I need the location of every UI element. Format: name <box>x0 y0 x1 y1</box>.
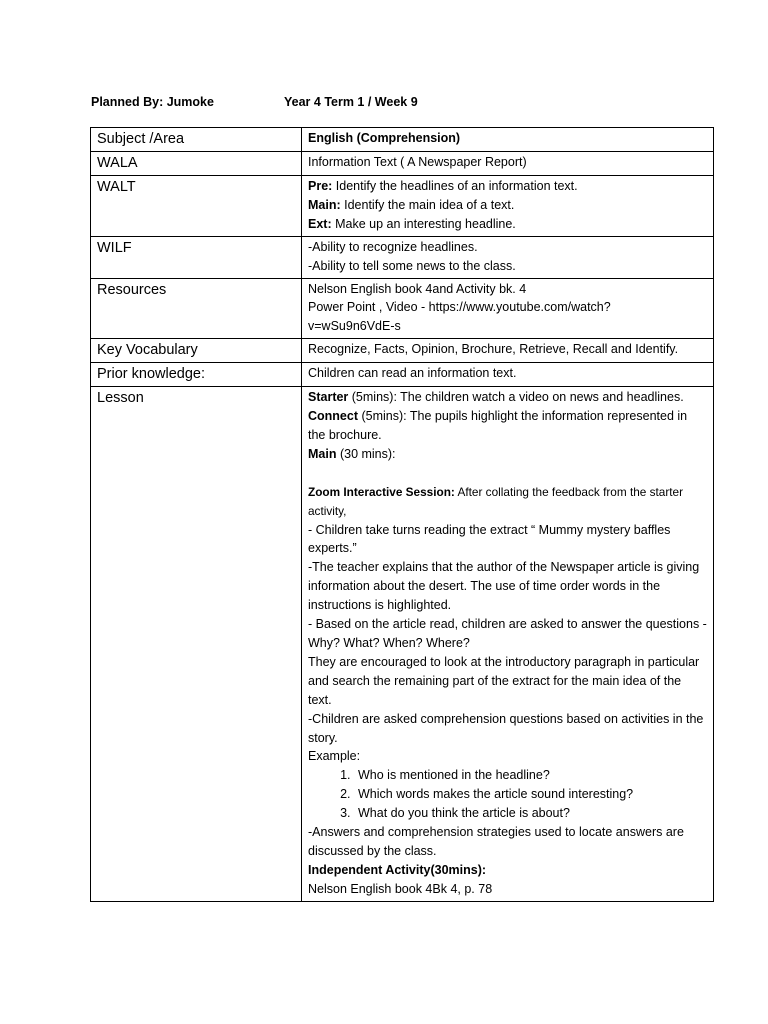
independent-text: (30mins): <box>430 862 487 877</box>
lesson-label: Lesson <box>91 387 302 901</box>
connect-text: (5mins): The pupils highlight the information represented in the brochure. <box>308 409 688 443</box>
resources-line: Nelson English book 4and Activity bk. 4 <box>308 281 527 296</box>
walt-main <box>308 196 707 215</box>
resources-video-link[interactable]: Power Point , Video - https://www.youtube.com/watch? <box>308 300 611 315</box>
wilf-label: WILF <box>91 236 302 278</box>
term-week: Year 4 Term 1 / Week 9 <box>284 95 418 109</box>
row-wilf <box>91 236 714 278</box>
subject-value: English (Comprehension) <box>302 128 714 152</box>
row-vocabulary <box>91 339 714 363</box>
main-text: (30 mins): <box>336 446 396 461</box>
lesson-zoom <box>308 483 707 521</box>
lesson-independent <box>308 861 707 880</box>
vocabulary-label: Key Vocabulary <box>91 339 302 363</box>
walt-ext-text: Make up an interesting headline. <box>331 216 516 231</box>
lesson-paragraph: -Children are asked comprehension questions based on activities in the story. <box>308 711 704 745</box>
planned-by: Planned By: Jumoke <box>91 95 214 109</box>
subject-label: Subject /Area <box>91 128 302 152</box>
question-list <box>308 766 707 823</box>
lesson-book-reference: Nelson English book 4Bk 4, p. 78 <box>308 881 493 896</box>
lesson-paragraph: -The teacher explains that the author of the Newspaper article is giving information about the desert. The use of time order words in the instructions is highlighted. <box>308 560 700 613</box>
lesson-plan-table <box>90 127 714 902</box>
lesson-value <box>302 387 714 901</box>
lesson-starter <box>308 388 707 407</box>
walt-value <box>302 176 714 237</box>
walt-pre-text: Identify the headlines of an information text. <box>332 179 578 193</box>
blank-line <box>308 464 707 483</box>
connect-label: Connect <box>308 409 358 424</box>
question-item: 3. What do you think the article is about? <box>354 804 707 823</box>
wala-value: Information Text ( A Newspaper Report) <box>302 152 714 176</box>
row-wala <box>91 152 714 176</box>
walt-pre <box>308 177 707 196</box>
wala-label: WALA <box>91 152 302 176</box>
row-prior-knowledge <box>91 363 714 387</box>
walt-ext <box>308 215 707 234</box>
zoom-text: After collating the feedback from the starter activity, <box>308 484 684 518</box>
row-lesson <box>91 387 714 901</box>
lesson-paragraph: They are encouraged to look at the introductory paragraph in particular and search the remaining part of the extract for the main idea of the text. <box>308 654 700 707</box>
wilf-line: -Ability to recognize headlines. <box>308 239 478 254</box>
question-item: 2. Which words makes the article sound interesting? <box>354 785 707 804</box>
lesson-connect <box>308 407 707 445</box>
walt-label: WALT <box>91 176 302 237</box>
row-walt <box>91 176 714 237</box>
wilf-line: -Ability to tell some news to the class. <box>308 258 516 273</box>
resources-value <box>302 278 714 339</box>
walt-ext-label: Ext: <box>308 216 332 231</box>
resources-video-link-cont[interactable]: v=wSu9n6VdE-s <box>308 319 401 334</box>
main-label: Main <box>308 446 337 461</box>
lesson-paragraph: - Based on the article read, children are asked to answer the questions - Why? What? When? Where? <box>308 617 707 651</box>
walt-main-text: Identify the main idea of a text. <box>340 197 515 212</box>
question-item: 1. Who is mentioned in the headline? <box>354 766 707 785</box>
document-header <box>91 95 418 109</box>
starter-text: (5mins): The children watch a video on news and headlines. <box>348 390 684 405</box>
lesson-paragraph: - Children take turns reading the extract “ Mummy mystery baffles experts.” <box>308 522 671 556</box>
row-subject <box>91 128 714 152</box>
lesson-paragraph: -Answers and comprehension strategies used to locate answers are discussed by the class. <box>308 825 684 858</box>
row-resources <box>91 278 714 339</box>
prior-knowledge-value: Children can read an information text. <box>302 363 714 387</box>
wilf-value <box>302 236 714 278</box>
lesson-main <box>308 445 707 464</box>
walt-main-label: Main: <box>308 197 341 212</box>
prior-knowledge-label: Prior knowledge: <box>91 363 302 387</box>
vocabulary-value: Recognize, Facts, Opinion, Brochure, Retrieve, Recall and Identify. <box>302 339 714 363</box>
walt-pre-label: Pre: <box>308 179 333 193</box>
zoom-label: Zoom Interactive Session: <box>308 484 455 499</box>
resources-label: Resources <box>91 278 302 339</box>
starter-label: Starter <box>308 390 349 405</box>
independent-label: Independent Activity <box>308 862 431 877</box>
example-heading: Example: <box>308 749 361 764</box>
